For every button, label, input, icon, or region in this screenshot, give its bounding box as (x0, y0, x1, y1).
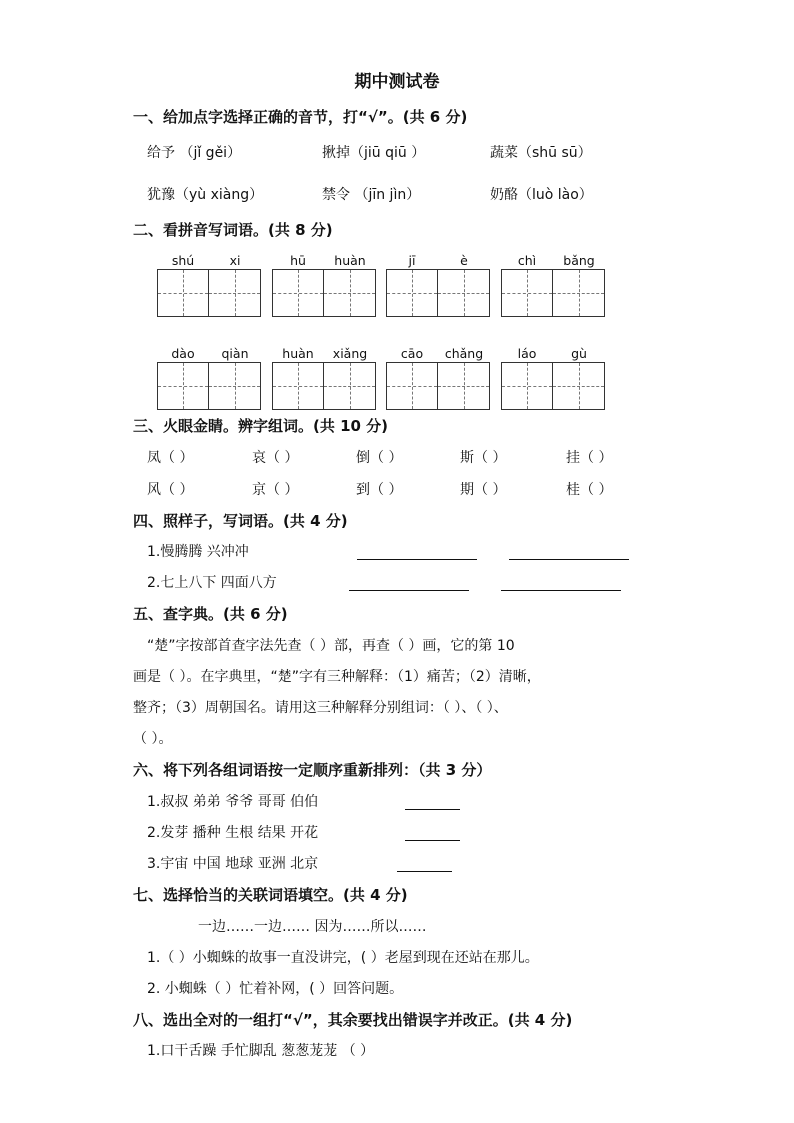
pinyin-label: huàn (282, 346, 314, 361)
s3-r1-item-4: 斯（ ） (460, 450, 507, 466)
tianzige-box-group (157, 269, 261, 317)
pinyin-label: bǎng (563, 253, 595, 268)
s7-line-2: 2. 小蜘蛛（ ）忙着补网，( ）回答问题。 (147, 981, 404, 997)
tianzige-cell[interactable] (438, 362, 490, 410)
tianzige-box-group (386, 269, 490, 317)
tianzige-box-group (272, 269, 376, 317)
s4-answer-blank-1[interactable] (357, 559, 477, 560)
pinyin-label: chǎng (444, 346, 484, 361)
pinyin-label: è (460, 253, 468, 268)
tianzige-cell[interactable] (324, 362, 376, 410)
s6-line-1: 1.叔叔 弟弟 爷爷 哥哥 伯伯 (147, 794, 319, 810)
tianzige-box-group (386, 362, 490, 410)
s3-r2-item-5: 桂（ ） (566, 482, 613, 498)
tianzige-cell[interactable] (209, 362, 261, 410)
s3-r1-item-5: 挂（ ） (566, 450, 613, 466)
s4-line-1: 1.慢腾腾 兴冲冲 (147, 544, 249, 560)
s3-r2-item-2: 京（ ） (252, 482, 299, 498)
s5-line-1: “楚”字按部首查字法先查（ ）部，再查（ ）画，它的第 10 (147, 638, 515, 654)
tianzige-box-group (272, 362, 376, 410)
s1-item-1: 给予 （jǐ gěi） (147, 145, 242, 161)
s4-line-2: 2.七上八下 四面八方 (147, 575, 277, 591)
s3-r2-item-1: 风（ ） (147, 482, 194, 498)
s3-r1-item-1: 凤（ ） (147, 450, 194, 466)
tianzige-box-group (157, 362, 261, 410)
pinyin-label: hū (290, 253, 306, 268)
tianzige-cell[interactable] (157, 269, 209, 317)
s3-r2-item-3: 到（ ） (356, 482, 403, 498)
tianzige-cell[interactable] (438, 269, 490, 317)
page-title: 期中测试卷 (354, 72, 440, 92)
pinyin-label: xi (229, 253, 241, 268)
pinyin-label: shú (171, 253, 195, 268)
s4-answer-blank-4[interactable] (501, 590, 621, 591)
s7-options: 一边……一边…… 因为……所以…… (198, 919, 427, 935)
tianzige-cell[interactable] (386, 362, 438, 410)
s6-answer-blank-2[interactable] (405, 840, 460, 841)
s3-r1-item-3: 倒（ ） (356, 450, 403, 466)
section-1-heading: 一、给加点字选择正确的音节，打“√”。(共 6 分) (133, 108, 468, 126)
section-5-heading: 五、查字典。(共 6 分) (133, 605, 288, 623)
s3-r2-item-4: 期（ ） (460, 482, 507, 498)
pinyin-label: jī (408, 253, 416, 268)
s1-item-6: 奶酪（luò lào） (490, 187, 593, 203)
tianzige-cell[interactable] (501, 269, 553, 317)
pinyin-label: láo (517, 346, 537, 361)
pinyin-label: huàn (334, 253, 366, 268)
s4-answer-blank-2[interactable] (509, 559, 629, 560)
tianzige-cell[interactable] (386, 269, 438, 317)
tianzige-box-group (501, 362, 605, 410)
tianzige-cell[interactable] (553, 362, 605, 410)
tianzige-cell[interactable] (324, 269, 376, 317)
s1-item-4: 犹豫（yù xiàng） (147, 187, 264, 203)
tianzige-cell[interactable] (272, 362, 324, 410)
tianzige-cell[interactable] (209, 269, 261, 317)
pinyin-label: cāo (400, 346, 424, 361)
s8-line-1: 1.口干舌躁 手忙脚乱 葱葱茏茏 （ ） (147, 1043, 375, 1059)
s5-line-2: 画是（ ）。在字典里，“楚”字有三种解释：（1）痛苦；（2）清晰， (133, 669, 541, 685)
pinyin-label: xiǎng (332, 346, 368, 361)
s5-line-4: （ ）。 (133, 731, 173, 747)
s6-answer-blank-1[interactable] (405, 809, 460, 810)
pinyin-label: qiàn (221, 346, 249, 361)
section-4-heading: 四、照样子，写词语。(共 4 分) (133, 512, 348, 530)
s5-line-3: 整齐；（3）周朝国名。请用这三种解释分别组词：（ ）、（ ）、 (133, 700, 508, 716)
pinyin-label: gù (571, 346, 587, 361)
pinyin-label: dào (171, 346, 195, 361)
s6-line-2: 2.发芽 播种 生根 结果 开花 (147, 825, 319, 841)
s6-line-3: 3.宇宙 中国 地球 亚洲 北京 (147, 856, 319, 872)
s6-answer-blank-3[interactable] (397, 871, 452, 872)
section-3-heading: 三、火眼金睛。辨字组词。(共 10 分) (133, 417, 389, 435)
tianzige-cell[interactable] (501, 362, 553, 410)
s4-answer-blank-3[interactable] (349, 590, 469, 591)
section-7-heading: 七、选择恰当的关联词语填空。(共 4 分) (133, 886, 408, 904)
s3-r1-item-2: 哀（ ） (252, 450, 299, 466)
pinyin-label: chì (517, 253, 537, 268)
s1-item-3: 蔬菜（shū sū） (490, 145, 592, 161)
section-6-heading: 六、将下列各组词语按一定顺序重新排列：（共 3 分） (133, 761, 492, 779)
section-8-heading: 八、选出全对的一组打“√”，其余要找出错误字并改正。(共 4 分) (133, 1011, 573, 1029)
s1-item-2: 揪掉（jiū qiū ） (322, 145, 426, 161)
tianzige-cell[interactable] (553, 269, 605, 317)
section-2-heading: 二、看拼音写词语。(共 8 分) (133, 221, 333, 239)
s1-item-5: 禁令 （jīn jìn） (322, 187, 421, 203)
s7-line-1: 1.（ ）小蜘蛛的故事一直没讲完，( ）老屋到现在还站在那儿。 (147, 950, 539, 966)
tianzige-cell[interactable] (272, 269, 324, 317)
tianzige-cell[interactable] (157, 362, 209, 410)
tianzige-box-group (501, 269, 605, 317)
